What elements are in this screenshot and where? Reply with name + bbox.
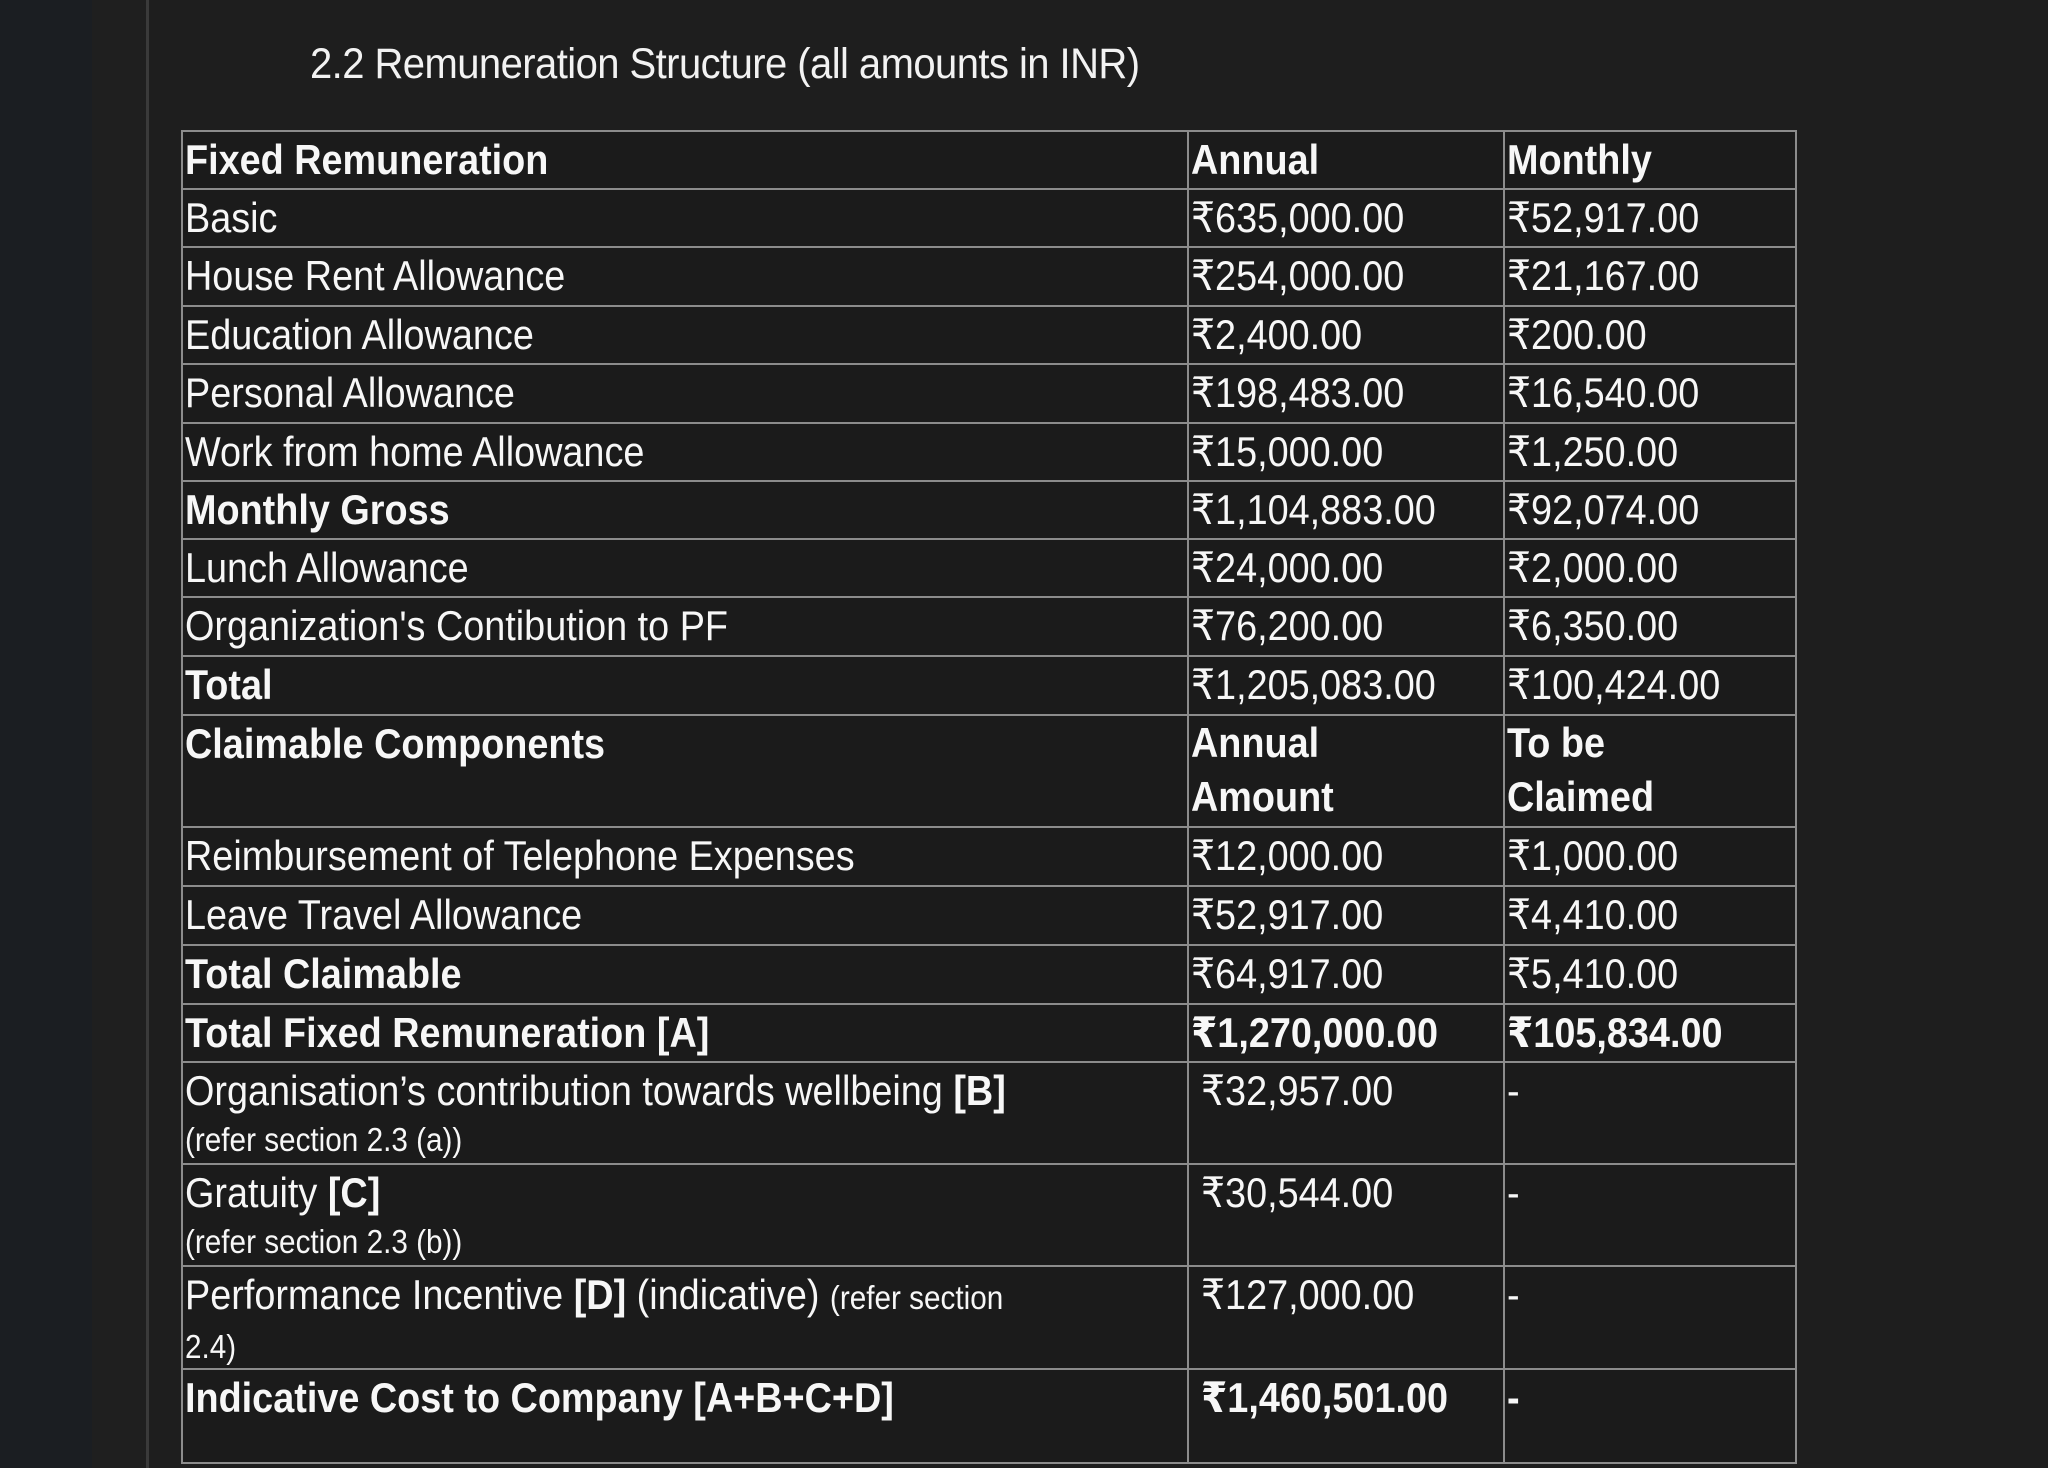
table-row [182, 247, 1796, 306]
row-annual: ₹1,205,083.00 [1188, 656, 1504, 715]
row-label: Organization's Contibution to PF [182, 597, 1188, 656]
table-row [182, 827, 1796, 886]
header-annual: Annual [1188, 131, 1504, 189]
row-annual: ₹52,917.00 [1188, 886, 1504, 945]
row-label: Indicative Cost to Company [A+B+C+D] [182, 1369, 1188, 1463]
row-annual: ₹64,917.00 [1188, 945, 1504, 1004]
table-header-row [182, 131, 1796, 189]
row-annual: ₹254,000.00 [1188, 247, 1504, 306]
row-label: Personal Allowance [182, 364, 1188, 423]
table-row-gratuity [182, 1164, 1796, 1266]
row-monthly: ₹92,074.00 [1504, 481, 1796, 539]
table-row-total-fixed [182, 1004, 1796, 1062]
header-to-be-claimed: To be Claimed [1504, 715, 1796, 827]
row-label: House Rent Allowance [182, 247, 1188, 306]
row-label: Work from home Allowance [182, 423, 1188, 481]
table-row [182, 423, 1796, 481]
header-claimable-components: Claimable Components [182, 715, 1188, 827]
table-row [182, 539, 1796, 597]
remuneration-table [181, 130, 1797, 1464]
table-row [182, 364, 1796, 423]
row-label: Leave Travel Allowance [182, 886, 1188, 945]
row-label: Total Claimable [182, 945, 1188, 1004]
row-monthly: ₹2,000.00 [1504, 539, 1796, 597]
row-monthly: - [1504, 1062, 1796, 1164]
row-monthly: ₹200.00 [1504, 306, 1796, 364]
table-row-performance-incentive [182, 1266, 1796, 1369]
row-claimed: ₹5,410.00 [1504, 945, 1796, 1004]
row-monthly: - [1504, 1369, 1796, 1463]
row-monthly: - [1504, 1266, 1796, 1369]
row-claimed: ₹1,000.00 [1504, 827, 1796, 886]
row-monthly: ₹105,834.00 [1504, 1004, 1796, 1062]
header-fixed-remuneration: Fixed Remuneration [182, 131, 1188, 189]
row-monthly: ₹6,350.00 [1504, 597, 1796, 656]
left-margin-strip [0, 0, 92, 1468]
row-label: Total Fixed Remuneration [A] [182, 1004, 1188, 1062]
row-label: Monthly Gross [182, 481, 1188, 539]
table-row [182, 886, 1796, 945]
row-annual: ₹1,460,501.00 [1188, 1369, 1504, 1463]
table-row-ctc [182, 1369, 1796, 1463]
row-annual: ₹1,104,883.00 [1188, 481, 1504, 539]
table-row-total [182, 656, 1796, 715]
row-label: Education Allowance [182, 306, 1188, 364]
left-margin-panel [92, 0, 146, 1468]
section-title: 2.2 Remuneration Structure (all amounts in INR) [310, 40, 1140, 88]
row-monthly: ₹100,424.00 [1504, 656, 1796, 715]
row-label: Lunch Allowance [182, 539, 1188, 597]
row-label: Basic [182, 189, 1188, 247]
row-annual: ₹635,000.00 [1188, 189, 1504, 247]
header-monthly: Monthly [1504, 131, 1796, 189]
table-row [182, 306, 1796, 364]
row-label: Organisation’s contribution towards wellbeing [B] (refer section 2.3 (a)) [182, 1062, 1188, 1164]
row-annual: ₹127,000.00 [1188, 1266, 1504, 1369]
row-annual: ₹15,000.00 [1188, 423, 1504, 481]
claimable-header-row [182, 715, 1796, 827]
table-row [182, 189, 1796, 247]
row-monthly: - [1504, 1164, 1796, 1266]
header-annual-amount: Annual Amount [1188, 715, 1504, 827]
table-row-total-claimable [182, 945, 1796, 1004]
page-edge-divider [146, 0, 149, 1468]
row-annual: ₹30,544.00 [1188, 1164, 1504, 1266]
row-label: Performance Incentive [D] (indicative) (refer section 2.4) [182, 1266, 1188, 1369]
row-annual: ₹76,200.00 [1188, 597, 1504, 656]
row-monthly: ₹52,917.00 [1504, 189, 1796, 247]
table-row-wellbeing [182, 1062, 1796, 1164]
table-row-monthly-gross [182, 481, 1796, 539]
row-label: Total [182, 656, 1188, 715]
table-row [182, 597, 1796, 656]
row-label: Gratuity [C] (refer section 2.3 (b)) [182, 1164, 1188, 1266]
row-annual: ₹1,270,000.00 [1188, 1004, 1504, 1062]
row-annual: ₹2,400.00 [1188, 306, 1504, 364]
row-annual: ₹24,000.00 [1188, 539, 1504, 597]
row-annual: ₹12,000.00 [1188, 827, 1504, 886]
row-monthly: ₹16,540.00 [1504, 364, 1796, 423]
row-annual: ₹198,483.00 [1188, 364, 1504, 423]
row-label: Reimbursement of Telephone Expenses [182, 827, 1188, 886]
row-monthly: ₹21,167.00 [1504, 247, 1796, 306]
row-monthly: ₹1,250.00 [1504, 423, 1796, 481]
row-annual: ₹32,957.00 [1188, 1062, 1504, 1164]
row-claimed: ₹4,410.00 [1504, 886, 1796, 945]
